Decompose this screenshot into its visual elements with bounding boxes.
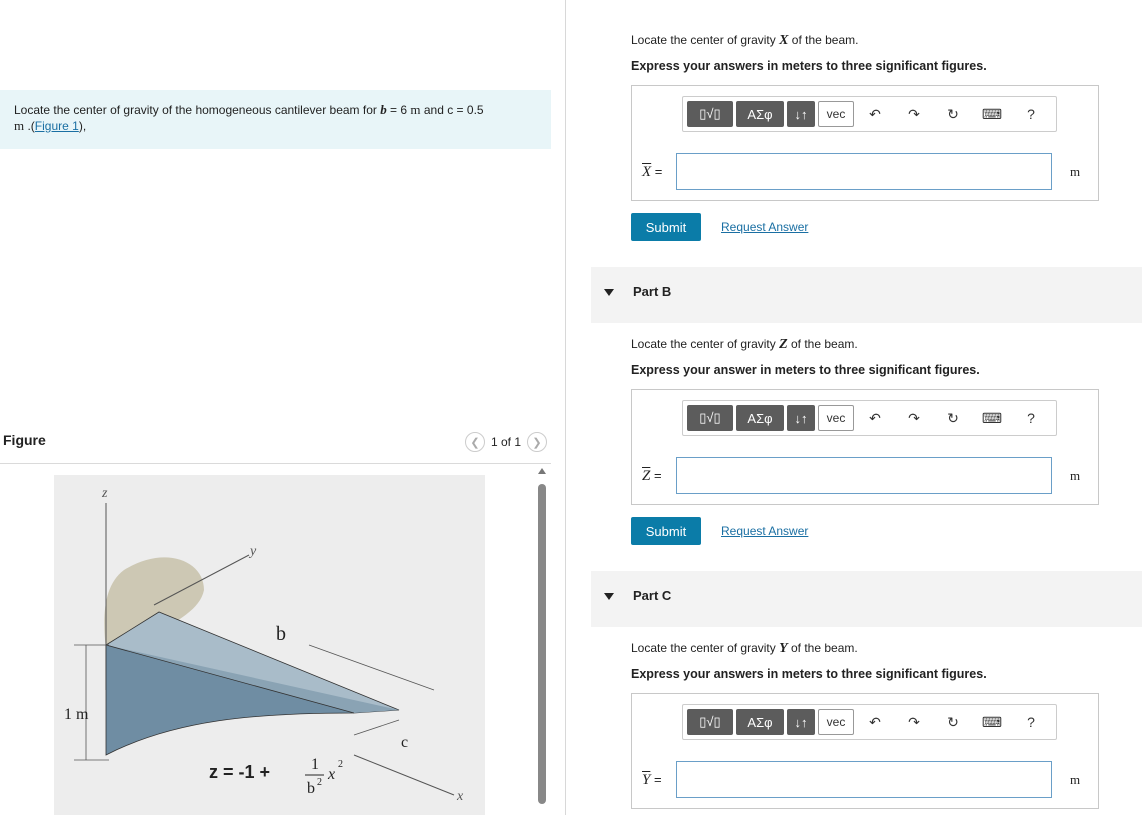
sort-button[interactable]: ↓↑ (787, 709, 815, 735)
part-c-label: Part C (633, 588, 672, 603)
redo-icon[interactable]: ↷ (908, 713, 920, 730)
reset-icon[interactable]: ↻ (947, 105, 959, 122)
keyboard-icon[interactable]: ⌨ (981, 409, 1003, 426)
part-a-instruction: Express your answers in meters to three significant figures. (631, 59, 987, 73)
help-icon[interactable]: ? (1027, 714, 1035, 730)
figure-pager (465, 432, 547, 452)
problem-text: Locate the center of gravity of the homogeneous cantilever beam for (14, 103, 381, 117)
templates-button[interactable]: ▯√▯ (687, 709, 733, 735)
paren-close: ), (78, 119, 87, 133)
vec-button[interactable]: vec (818, 709, 854, 735)
scroll-up-icon[interactable] (538, 468, 546, 474)
curve-equation-prefix: z = -1 + (209, 762, 271, 782)
paren-open: .( (24, 119, 35, 133)
x-axis-label: x (457, 789, 464, 804)
caret-down-icon (604, 289, 614, 296)
undo-icon[interactable]: ↶ (869, 105, 881, 122)
part-b-instruction: Express your answer in meters to three significant figures. (631, 363, 980, 377)
c-value: and c = 0.5 (420, 103, 484, 117)
help-icon[interactable]: ? (1027, 106, 1035, 122)
question-post: of the beam. (787, 337, 858, 351)
math-toolbar (682, 96, 1057, 132)
answer-input-y[interactable] (676, 761, 1052, 798)
variable-y: Y (779, 641, 788, 656)
part-a-answer-box (631, 85, 1099, 201)
scroll-thumb[interactable] (538, 484, 546, 804)
figure-header (0, 430, 551, 464)
problem-statement (0, 90, 551, 149)
reset-icon[interactable]: ↻ (947, 713, 959, 730)
answer-label: $\overline{Y}$ = (642, 772, 662, 788)
answer-label: $\overline{X}$ = (642, 164, 663, 180)
question-pre: Locate the center of gravity (631, 33, 780, 47)
var-b: b (380, 102, 387, 117)
keyboard-icon[interactable]: ⌨ (981, 105, 1003, 122)
part-b-question (631, 337, 858, 353)
beam-figure (54, 475, 485, 815)
figure-link[interactable]: Figure 1 (34, 119, 79, 133)
question-pre: Locate the center of gravity (631, 337, 780, 351)
keyboard-icon[interactable]: ⌨ (981, 713, 1003, 730)
request-answer-link[interactable]: Request Answer (721, 524, 809, 538)
vec-button[interactable]: vec (818, 405, 854, 431)
unit-label: m (1070, 164, 1081, 179)
request-answer-link[interactable]: Request Answer (721, 220, 809, 234)
y-axis-label: y (250, 544, 257, 559)
z-axis-label: z (102, 486, 108, 501)
undo-icon[interactable]: ↶ (869, 713, 881, 730)
question-post: of the beam. (787, 641, 858, 655)
caret-down-icon (604, 593, 614, 600)
reset-icon[interactable]: ↻ (947, 409, 959, 426)
left-pane (0, 0, 566, 815)
part-c-answer-box (631, 693, 1099, 809)
answer-input-z[interactable] (676, 457, 1052, 494)
sort-button[interactable]: ↓↑ (787, 101, 815, 127)
undo-icon[interactable]: ↶ (869, 409, 881, 426)
redo-icon[interactable]: ↷ (908, 105, 920, 122)
greek-button[interactable]: ΑΣφ (736, 101, 784, 127)
b-unit: m (410, 102, 421, 117)
part-c-question (631, 641, 858, 657)
eq-x-exp: 2 (338, 759, 343, 770)
pager-label: 1 of 1 (490, 435, 521, 449)
help-icon[interactable]: ? (1027, 410, 1035, 426)
math-toolbar (682, 704, 1057, 740)
chevron-left-icon[interactable]: ❮ (465, 432, 485, 452)
sort-button[interactable]: ↓↑ (787, 405, 815, 431)
templates-button[interactable]: ▯√▯ (687, 101, 733, 127)
right-pane (591, 0, 1142, 815)
eq-denominator: b (307, 780, 315, 797)
submit-button[interactable]: Submit (631, 213, 701, 241)
math-toolbar (682, 400, 1057, 436)
part-a-question (631, 33, 858, 49)
part-c-instruction: Express your answers in meters to three significant figures. (631, 667, 987, 681)
question-post: of the beam. (788, 33, 859, 47)
unit-label: m (1070, 772, 1081, 787)
greek-button[interactable]: ΑΣφ (736, 405, 784, 431)
redo-icon[interactable]: ↷ (908, 409, 920, 426)
c-label: c (401, 734, 409, 751)
variable-z: Z (779, 337, 788, 352)
eq-numerator: 1 (311, 756, 319, 773)
figure-title: Figure (3, 432, 46, 448)
c-unit: m (14, 118, 25, 133)
unit-label: m (1070, 468, 1081, 483)
templates-button[interactable]: ▯√▯ (687, 405, 733, 431)
eq-x: x (328, 766, 336, 783)
part-b-label: Part B (633, 284, 672, 299)
greek-button[interactable]: ΑΣφ (736, 709, 784, 735)
answer-label: $\overline{Z}$ = (642, 468, 662, 484)
submit-button[interactable]: Submit (631, 517, 701, 545)
answer-input-x[interactable] (676, 153, 1052, 190)
vec-button[interactable]: vec (818, 101, 854, 127)
part-c-header[interactable] (591, 571, 1142, 627)
chevron-right-icon[interactable]: ❯ (527, 432, 547, 452)
part-b-header[interactable] (591, 267, 1142, 323)
beam-diagram (54, 475, 485, 815)
b-value: = 6 (386, 103, 411, 117)
eq-den-exp: 2 (317, 777, 322, 788)
height-label: 1 m (64, 706, 89, 723)
variable-x: X (779, 33, 789, 48)
question-pre: Locate the center of gravity (631, 641, 780, 655)
b-label: b (276, 623, 286, 645)
part-b-answer-box (631, 389, 1099, 505)
figure-scrollbar[interactable] (538, 468, 546, 808)
